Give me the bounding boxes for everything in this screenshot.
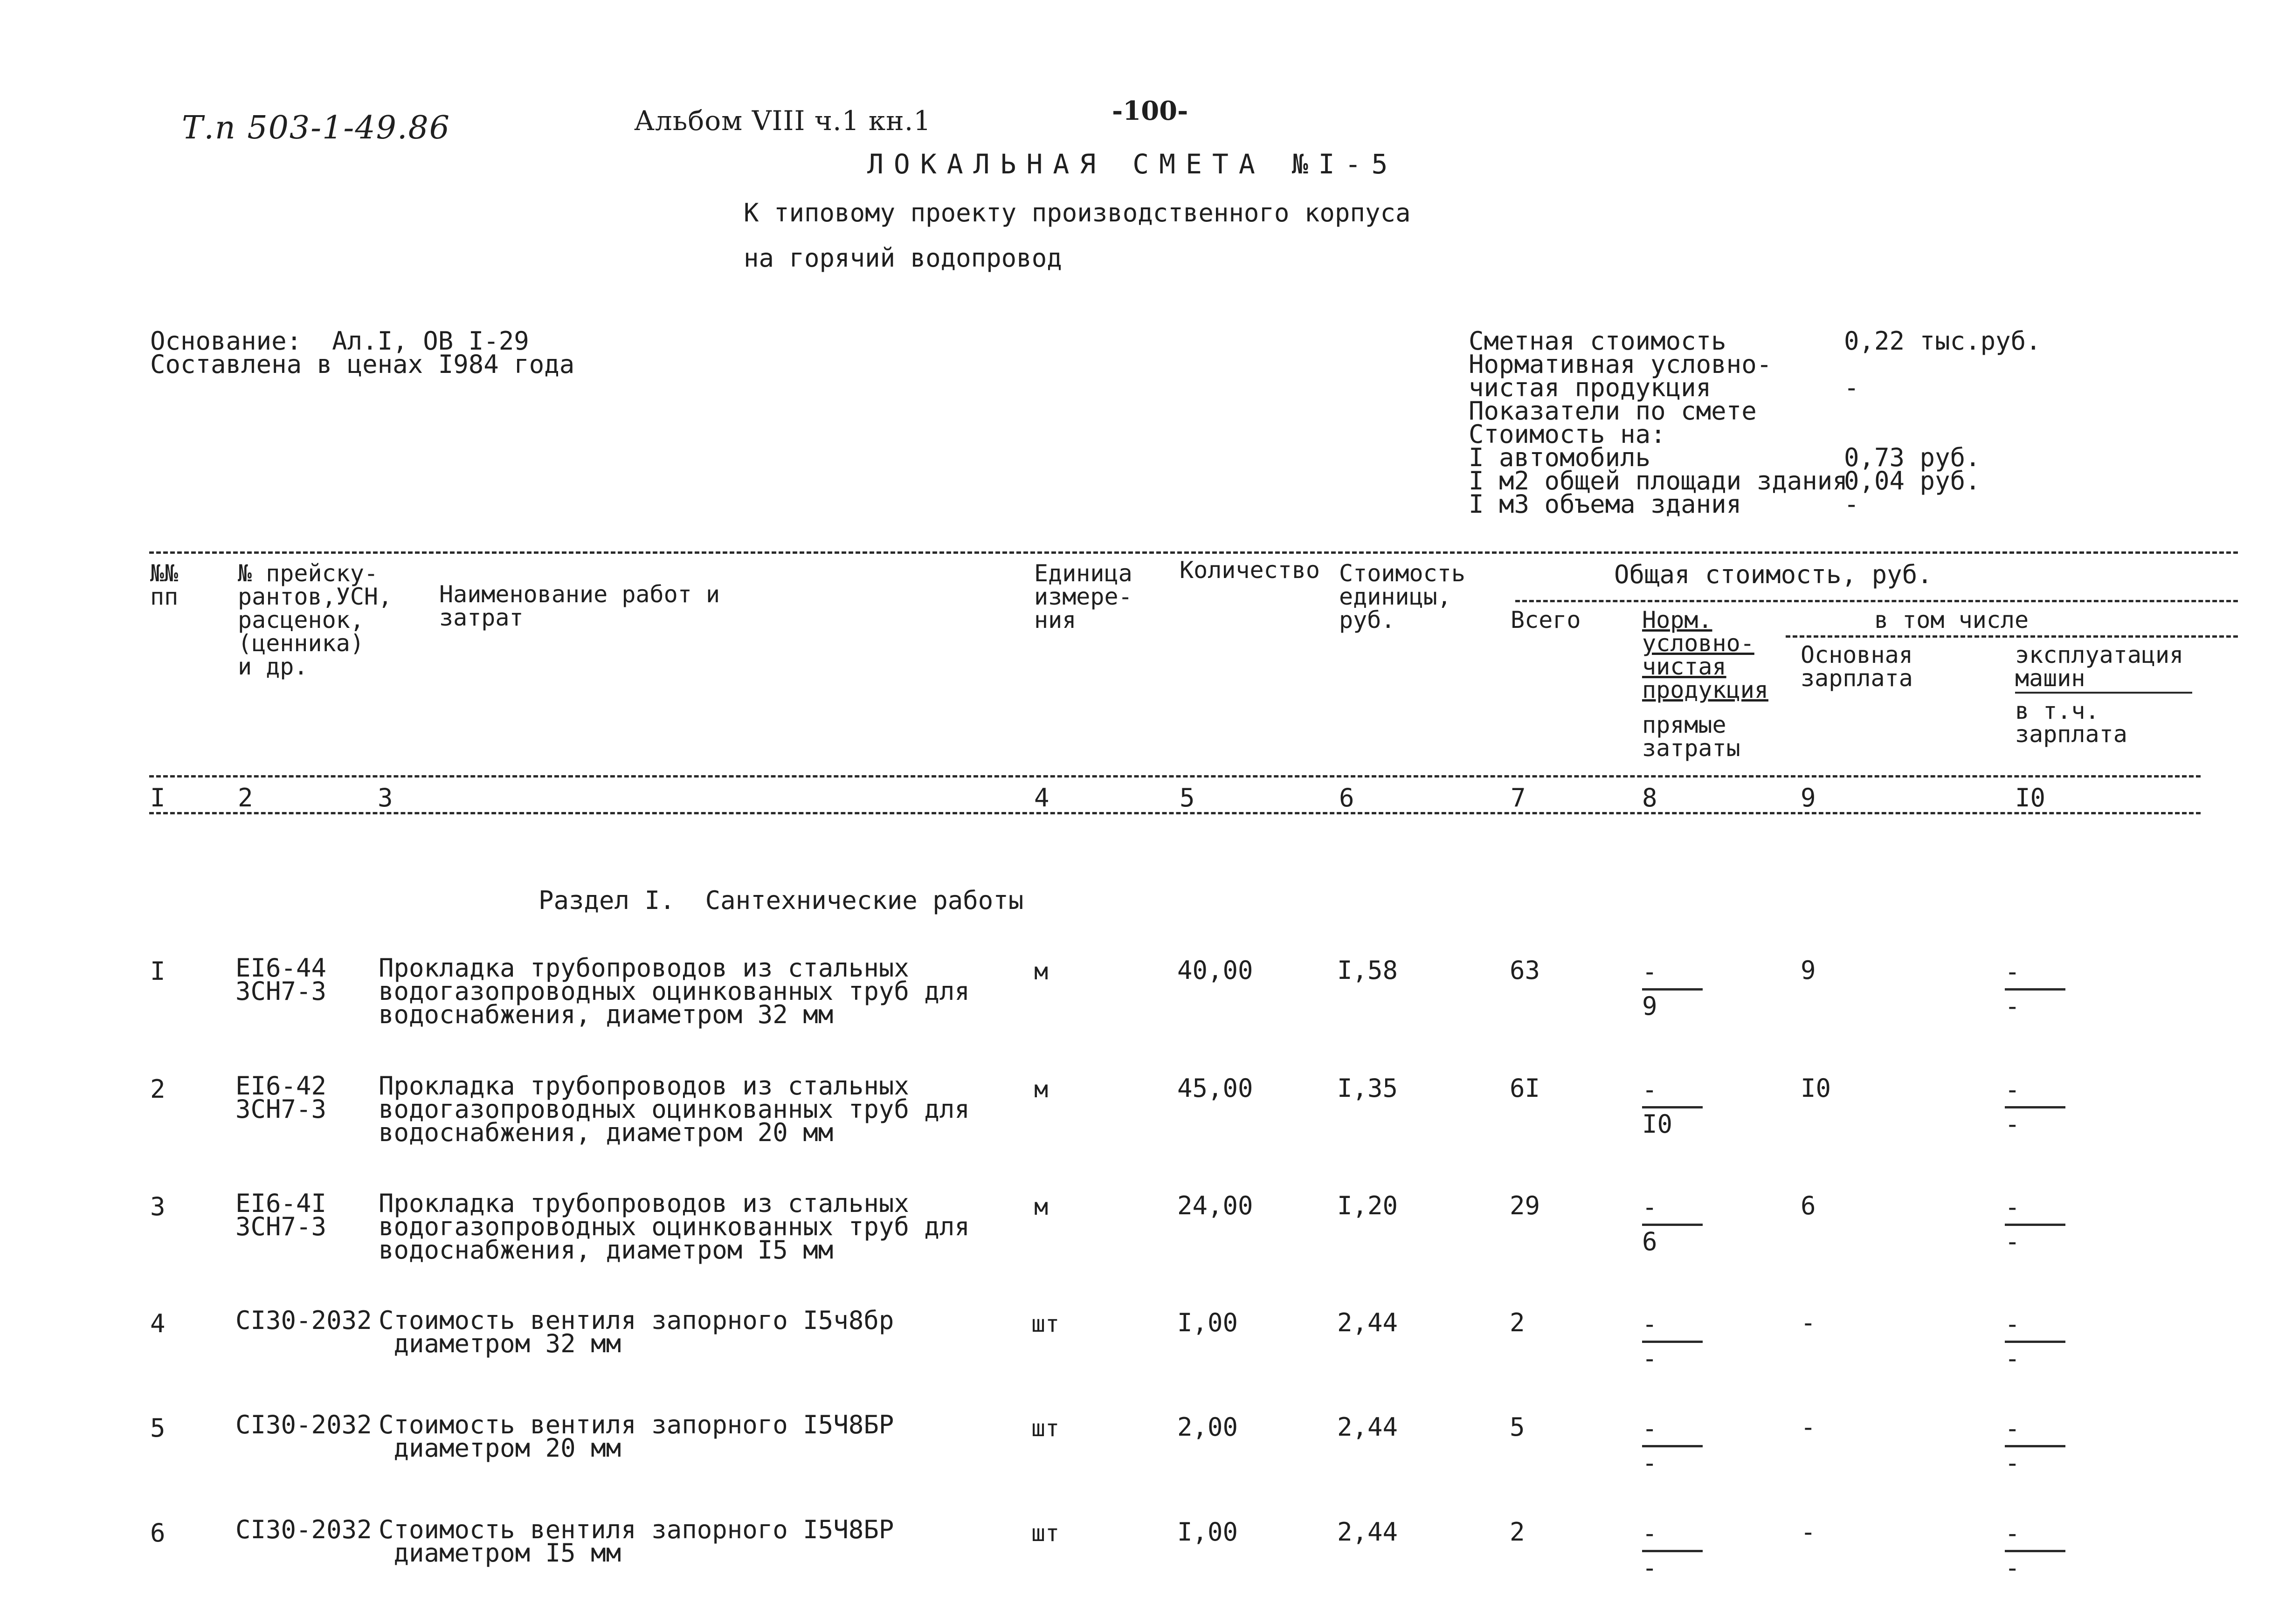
row-machines-fraction	[2005, 1075, 2070, 1139]
row-machines-fraction	[2005, 1309, 2070, 1373]
row-unit: шт	[1031, 1415, 1060, 1442]
norm-bottom: 9	[1642, 991, 1657, 1021]
row-unit-cost: 2,44	[1337, 1517, 1398, 1547]
row-unit-cost: 2,44	[1337, 1412, 1398, 1442]
row-name: Стоимость вентиля запорного I5ч8бр диаметром 32 мм	[379, 1306, 894, 1358]
col-header-machine-salary: в т.ч. зарплата	[2015, 697, 2127, 748]
row-quantity: 24,00	[1177, 1191, 1253, 1220]
col-number: 3	[378, 783, 393, 812]
row-unit: м	[1034, 1193, 1049, 1220]
basis-line-1: Основание: Ал.I, ОВ I-29	[150, 326, 529, 356]
machines-top: -	[2005, 1309, 2020, 1339]
col-header-quantity: Количество	[1180, 557, 1320, 584]
col-header-number: №№ пп	[150, 560, 179, 610]
norm-top: -	[1642, 957, 1657, 986]
row-machines-fraction	[2005, 957, 2070, 1021]
col-header-norm: Норм. условно- чистая продукция	[1642, 606, 1768, 703]
col-number: 2	[238, 783, 253, 812]
col-header-group-total: Общая стоимость, руб.	[1614, 560, 1933, 589]
section-title: Раздел I. Сантехнические работы	[538, 886, 1024, 915]
row-norm-fraction	[1642, 1075, 1707, 1139]
machines-bottom: -	[2005, 1553, 2020, 1583]
page-number: -100-	[1112, 96, 1188, 126]
norm-top: -	[1642, 1414, 1657, 1443]
machines-top: -	[2005, 1414, 2020, 1443]
row-total: 6I	[1510, 1073, 1540, 1103]
col-number: 9	[1801, 783, 1816, 812]
row-unit: шт	[1031, 1310, 1060, 1337]
row-salary: -	[1801, 1412, 1816, 1442]
machines-bottom: -	[2005, 991, 2020, 1021]
row-number: 5	[150, 1413, 166, 1443]
header-bottom-rule	[149, 775, 2201, 778]
row-quantity: I,00	[1177, 1517, 1238, 1547]
col-numbers-bottom-rule	[149, 812, 2201, 814]
fraction-bar	[1642, 1106, 1703, 1108]
row-machines-fraction	[2005, 1192, 2070, 1256]
row-name: Прокладка трубопроводов из стальных водогазопроводных оцинкованных труб для водоснабжения, диаметром 20 мм	[379, 1071, 970, 1147]
machines-top: -	[2005, 1075, 2020, 1104]
row-salary: 9	[1801, 956, 1816, 985]
row-norm-fraction	[1642, 957, 1707, 1021]
col-header-unit: Единица измере- ния	[1034, 560, 1132, 633]
row-unit-cost: I,20	[1337, 1191, 1398, 1220]
row-unit: шт	[1031, 1520, 1060, 1547]
row-number: 3	[150, 1192, 166, 1221]
row-code: EI6-4I ЗСН7-3	[235, 1189, 327, 1241]
row-unit: м	[1034, 1076, 1049, 1103]
norm-bottom: -	[1642, 1448, 1657, 1478]
machines-top: -	[2005, 1192, 2020, 1222]
norm-top: -	[1642, 1192, 1657, 1222]
machines-bottom: -	[2005, 1227, 2020, 1256]
machines-top: -	[2005, 1519, 2020, 1548]
row-total: 29	[1510, 1191, 1540, 1220]
col-header-total: Всего	[1511, 606, 1581, 633]
summary-label: I автомобиль	[1469, 443, 1651, 472]
norm-bottom: -	[1642, 1553, 1657, 1583]
row-quantity: I,00	[1177, 1308, 1238, 1337]
col-header-machines: эксплуатация машин	[2015, 641, 2184, 692]
norm-top: -	[1642, 1309, 1657, 1339]
machines-bottom: -	[2005, 1109, 2020, 1139]
norm-bottom: 6	[1642, 1227, 1657, 1256]
col-header-work-name: Наименование работ и затрат	[439, 581, 720, 631]
subtitle-line-2: на горячий водопровод	[744, 243, 1062, 273]
handwritten-doc-code: Т.п 503-1-49.86	[182, 110, 451, 146]
fraction-bar	[2005, 1550, 2065, 1552]
row-code: CI30-2032	[235, 1410, 372, 1439]
row-number: I	[150, 957, 166, 986]
col-number: 8	[1642, 783, 1657, 812]
row-norm-fraction	[1642, 1192, 1707, 1256]
row-number: 6	[150, 1518, 166, 1548]
row-salary: I0	[1801, 1073, 1831, 1103]
row-code: CI30-2032	[235, 1515, 372, 1544]
summary-label: Сметная стоимость	[1469, 326, 1726, 356]
row-norm-fraction	[1642, 1519, 1707, 1583]
fraction-bar	[2005, 1224, 2065, 1226]
fraction-bar	[2005, 988, 2065, 991]
row-salary: -	[1801, 1517, 1816, 1547]
row-code: EI6-42 ЗСН7-3	[235, 1071, 327, 1124]
fraction-bar	[2005, 1445, 2065, 1447]
col-number: 7	[1511, 783, 1526, 812]
row-number: 4	[150, 1309, 166, 1338]
summary-label: чистая продукция	[1469, 373, 1712, 402]
summary-label: I м2 общей площади здания	[1469, 466, 1848, 495]
machines-bottom: -	[2005, 1344, 2020, 1373]
row-unit-cost: I,35	[1337, 1073, 1398, 1103]
norm-top: -	[1642, 1075, 1657, 1104]
row-machines-fraction	[2005, 1519, 2070, 1583]
norm-bottom: -	[1642, 1344, 1657, 1373]
fraction-bar	[1642, 1445, 1703, 1447]
machines-top: -	[2005, 957, 2020, 986]
basis-line-2: Составлена в ценах I984 года	[150, 350, 575, 379]
row-salary: -	[1801, 1308, 1816, 1337]
row-unit: м	[1034, 958, 1049, 985]
album-label: Альбом VIII ч.1 кн.1	[634, 105, 932, 137]
col-number: 5	[1180, 783, 1195, 812]
row-name: Прокладка трубопроводов из стальных водогазопроводных оцинкованных труб для водоснабжения, диаметром 32 мм	[379, 953, 970, 1029]
summary-value: 0,73 руб.	[1844, 443, 1981, 472]
col-number: 4	[1034, 783, 1049, 812]
col-header-salary: Основная зарплата	[1801, 641, 1913, 692]
row-quantity: 40,00	[1177, 956, 1253, 985]
row-total: 2	[1510, 1517, 1525, 1547]
row-norm-fraction	[1642, 1414, 1707, 1478]
group-rule	[1515, 600, 2238, 602]
row-total: 2	[1510, 1308, 1525, 1337]
summary-value: 0,22 тыс.руб.	[1844, 326, 2041, 356]
fraction-bar	[2005, 1106, 2065, 1108]
col-header-including: в том числе	[1874, 606, 2029, 633]
machines-bottom: -	[2005, 1448, 2020, 1478]
row-name: Прокладка трубопроводов из стальных водогазопроводных оцинкованных труб для водоснабжения, диаметром I5 мм	[379, 1189, 970, 1265]
row-number: 2	[150, 1074, 166, 1104]
row-quantity: 45,00	[1177, 1073, 1253, 1103]
fraction-bar	[1642, 988, 1703, 991]
summary-value: 0,04 руб.	[1844, 466, 1981, 495]
fraction-bar	[2005, 1341, 2065, 1343]
subtitle-line-1: К типовому проекту производственного корпуса	[744, 198, 1411, 227]
table-top-rule	[149, 551, 2238, 554]
summary-label: Стоимость на:	[1469, 420, 1666, 449]
fraction-bar	[1642, 1224, 1703, 1226]
row-code: CI30-2032	[235, 1306, 372, 1335]
norm-top: -	[1642, 1519, 1657, 1548]
col-number: I0	[2015, 783, 2046, 812]
row-total: 63	[1510, 956, 1540, 985]
norm-bottom: I0	[1642, 1109, 1673, 1139]
summary-value: -	[1844, 373, 1859, 402]
row-salary: 6	[1801, 1191, 1816, 1220]
including-rule	[1786, 635, 2238, 638]
page-title: ЛОКАЛЬНАЯ СМЕТА №I-5	[867, 148, 1398, 180]
row-name: Стоимость вентиля запорного I5Ч8БР диаметром I5 мм	[379, 1515, 894, 1568]
col-header-unit-cost: Стоимость единицы, руб.	[1339, 560, 1465, 633]
fraction-bar	[1642, 1341, 1703, 1343]
machines-underline	[2015, 692, 2192, 694]
col-number: I	[150, 783, 166, 812]
row-norm-fraction	[1642, 1309, 1707, 1373]
col-number: 6	[1339, 783, 1354, 812]
row-name: Стоимость вентиля запорного I5Ч8БР диаметром 20 мм	[379, 1410, 894, 1463]
summary-label: I м3 объема здания	[1469, 489, 1742, 519]
row-unit-cost: I,58	[1337, 956, 1398, 985]
row-unit-cost: 2,44	[1337, 1308, 1398, 1337]
col-header-pricelist: № прейску- рантов,УСН, расценок, (ценника) и др.	[238, 560, 393, 680]
row-total: 5	[1510, 1412, 1525, 1442]
summary-label: Нормативная условно-	[1469, 350, 1772, 379]
row-machines-fraction	[2005, 1414, 2070, 1478]
summary-label: Показатели по смете	[1469, 396, 1757, 426]
summary-value: -	[1844, 489, 1859, 519]
fraction-bar	[1642, 1550, 1703, 1552]
row-quantity: 2,00	[1177, 1412, 1238, 1442]
col-header-direct-costs: прямые затраты	[1642, 711, 1740, 762]
row-code: EI6-44 ЗСН7-3	[235, 953, 327, 1006]
